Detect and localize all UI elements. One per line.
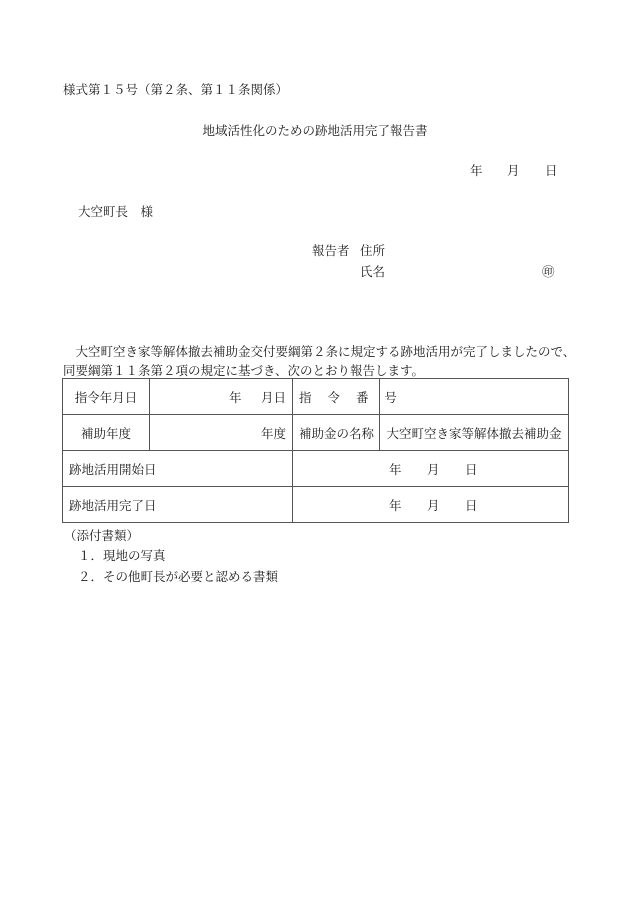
directive-number-label: 指 令 番 号	[293, 379, 380, 415]
directive-date-value: 年 月日	[150, 379, 293, 415]
date-month-label: 月	[507, 163, 520, 178]
date-year-label: 年	[470, 163, 483, 178]
directive-date-label: 指令年月日	[63, 379, 150, 415]
reporter-label: 報告者	[312, 243, 350, 258]
table-row	[63, 487, 569, 523]
completion-date-value: 年 月 日	[293, 487, 569, 523]
subsidy-name-label: 補助金の名称	[293, 415, 380, 451]
addressee: 大空町長 様	[78, 204, 154, 219]
table-row	[63, 415, 569, 451]
seal-mark: ㊞	[542, 264, 555, 279]
report-date	[470, 161, 558, 179]
start-date-label: 跡地活用開始日	[63, 451, 293, 487]
attachment-item: １．現地の写真	[78, 548, 166, 563]
table-row	[63, 379, 569, 415]
subsidy-year-label: 補助年度	[63, 415, 150, 451]
table-row	[63, 451, 569, 487]
report-info-table	[62, 378, 569, 523]
form-number: 様式第１５号（第２条、第１１条関係）	[63, 82, 289, 97]
document-title: 地域活性化のための跡地活用完了報告書	[202, 123, 428, 138]
subsidy-name-value: 大空町空き家等解体撤去補助金	[380, 415, 569, 451]
attachment-item: ２．その他町長が必要と認める書類	[78, 569, 279, 584]
start-date-value: 年 月 日	[293, 451, 569, 487]
body-text-line2: 同要綱第１１条第２項の規定に基づき、次のとおり報告します。	[63, 363, 425, 378]
subsidy-year-value: 年度	[150, 415, 293, 451]
attachments-heading: （添付書類）	[64, 528, 140, 543]
date-day-label: 日	[545, 163, 558, 178]
directive-number-value	[380, 379, 569, 415]
completion-date-label: 跡地活用完了日	[63, 487, 293, 523]
address-label: 住所	[360, 243, 386, 258]
name-label: 氏名	[360, 264, 386, 279]
body-text-line1: 大空町空き家等解体撤去補助金交付要綱第２条に規定する跡地活用が完了しましたので、	[75, 344, 576, 359]
